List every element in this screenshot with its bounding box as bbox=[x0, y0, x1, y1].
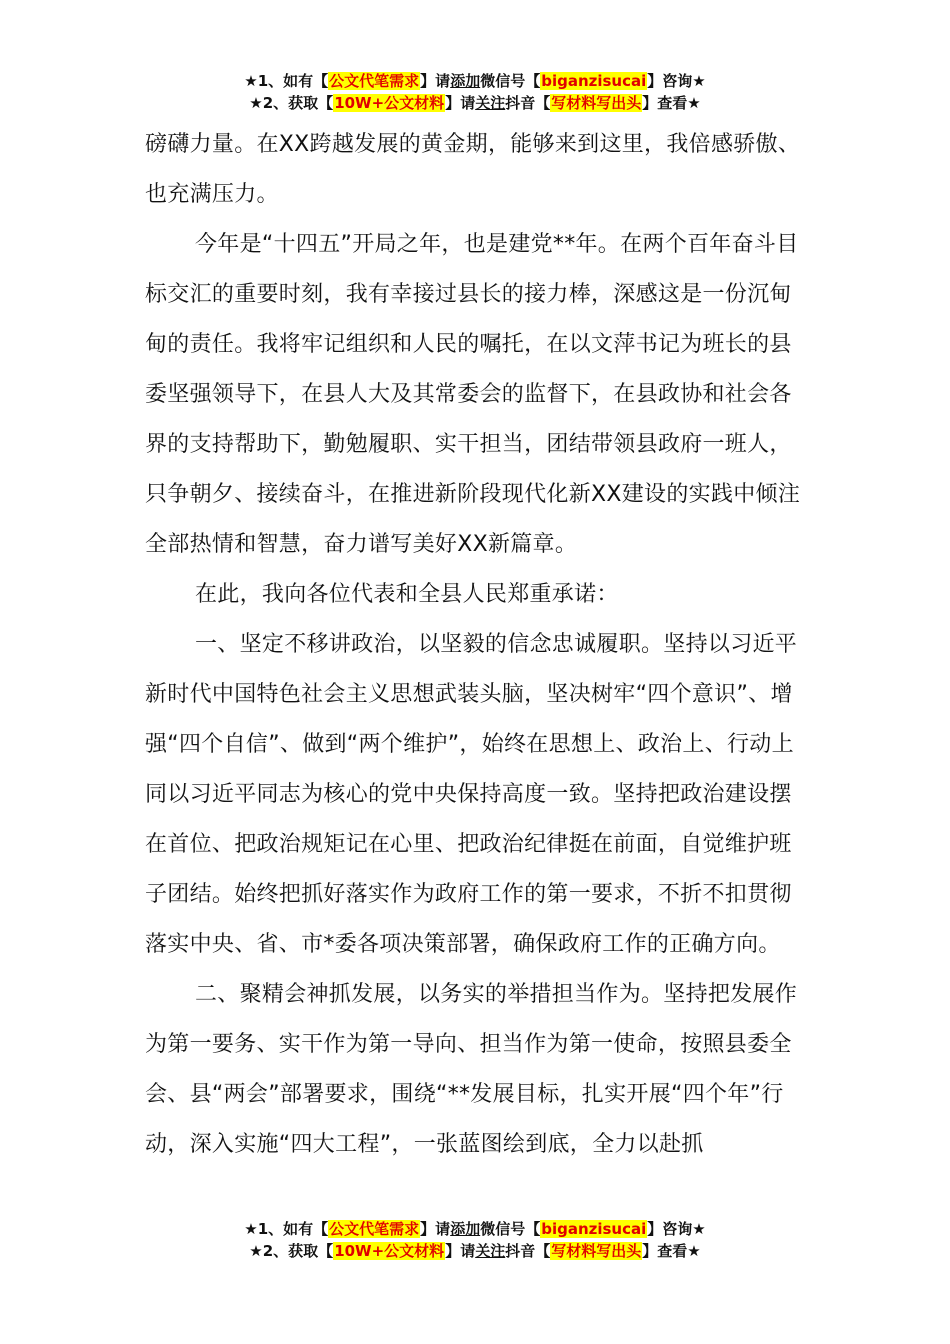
promo-text: 抖音【 bbox=[505, 1242, 551, 1260]
paragraph: 在此，我向各位代表和全县人民郑重承诺： bbox=[195, 582, 619, 607]
promo-line-1 bbox=[0, 70, 950, 92]
promo-text: 】请 bbox=[420, 1220, 451, 1238]
promo-underlined-text: 添加 bbox=[450, 1220, 481, 1238]
promo-highlight: 写材料写出头 bbox=[551, 1242, 642, 1260]
promo-text: 】咨询★ bbox=[647, 1220, 706, 1238]
paragraph: 今年是“十四五”开局之年，也是建党**年。在两个百年奋斗目标交汇的重要时刻，我有幸接过县长的接力棒，深感这是一份沉甸甸的责任。我将牢记组织和人民的嘱托，在以文萍书记为班长的县委坚强领导下，在县人大及其常委会的监督下，在县政协和社会各界的支持帮助下，勤勉履职、实干担当，团结带领县政府一班人，只争朝夕、接续奋斗，在推进新阶段现代化新XX建设的实践中倾注全部热情和智慧，奋力谱写美好XX新篇章。 bbox=[145, 232, 801, 557]
promo-highlight: biganzisucai bbox=[541, 72, 647, 90]
paragraph: 一、坚定不移讲政治，以坚毅的信念忠诚履职。坚持以习近平新时代中国特色社会主义思想武装头脑，坚决树牢“四个意识”、增强“四个自信”、做到“两个维护”，始终在思想上、政治上、行动上同以习近平同志为核心的党中央保持高度一致。坚持把政治建设摆在首位、把政治规矩记在心里、把政治纪律挺在前面，自觉维护班子团结。始终把抓好落实作为政府工作的第一要求，不折不扣贯彻落实中央、省、市*委各项决策部署，确保政府工作的正确方向。 bbox=[145, 632, 798, 957]
footer-promo-banner bbox=[0, 1218, 950, 1262]
promo-text: 】查看★ bbox=[642, 1242, 701, 1260]
promo-highlight: 公文代笔需求 bbox=[329, 72, 420, 90]
promo-text: ★2、获取【 bbox=[249, 94, 334, 112]
promo-line-1 bbox=[0, 1218, 950, 1240]
header-promo-banner bbox=[0, 70, 950, 114]
promo-text: ★1、如有【 bbox=[244, 1220, 329, 1238]
promo-highlight: 10W+公文材料 bbox=[334, 1242, 445, 1260]
promo-text: 抖音【 bbox=[505, 94, 551, 112]
promo-text: ★2、获取【 bbox=[249, 1242, 334, 1260]
promo-text: 】咨询★ bbox=[647, 72, 706, 90]
promo-highlight: 10W+公文材料 bbox=[334, 94, 445, 112]
promo-text: 微信号【 bbox=[480, 1220, 541, 1238]
promo-underlined-text: 关注 bbox=[475, 94, 506, 112]
document-body bbox=[145, 120, 807, 1170]
promo-underlined-text: 添加 bbox=[450, 72, 481, 90]
promo-text: ★1、如有【 bbox=[244, 72, 329, 90]
promo-text: 微信号【 bbox=[480, 72, 541, 90]
promo-line-2 bbox=[0, 1240, 950, 1262]
promo-underlined-text: 关注 bbox=[475, 1242, 506, 1260]
promo-line-2 bbox=[0, 92, 950, 114]
promo-highlight: biganzisucai bbox=[541, 1220, 647, 1238]
paragraph: 二、聚精会神抓发展，以务实的举措担当作为。坚持把发展作为第一要务、实干作为第一导向、担当作为第一使命，按照县委全会、县“两会”部署要求，围绕“**发展目标，扎实开展“四个年”行动，深入实施“四大工程”，一张蓝图绘到底，全力以赴抓 bbox=[145, 982, 798, 1157]
promo-text: 】请 bbox=[445, 94, 476, 112]
promo-highlight: 写材料写出头 bbox=[551, 94, 642, 112]
promo-text: 】请 bbox=[420, 72, 451, 90]
paragraph-continuation: 磅礴力量。在XX跨越发展的黄金期，能够来到这里，我倍感骄傲、也充满压力。 bbox=[145, 132, 801, 207]
promo-text: 】查看★ bbox=[642, 94, 701, 112]
promo-text: 】请 bbox=[445, 1242, 476, 1260]
promo-highlight: 公文代笔需求 bbox=[329, 1220, 420, 1238]
